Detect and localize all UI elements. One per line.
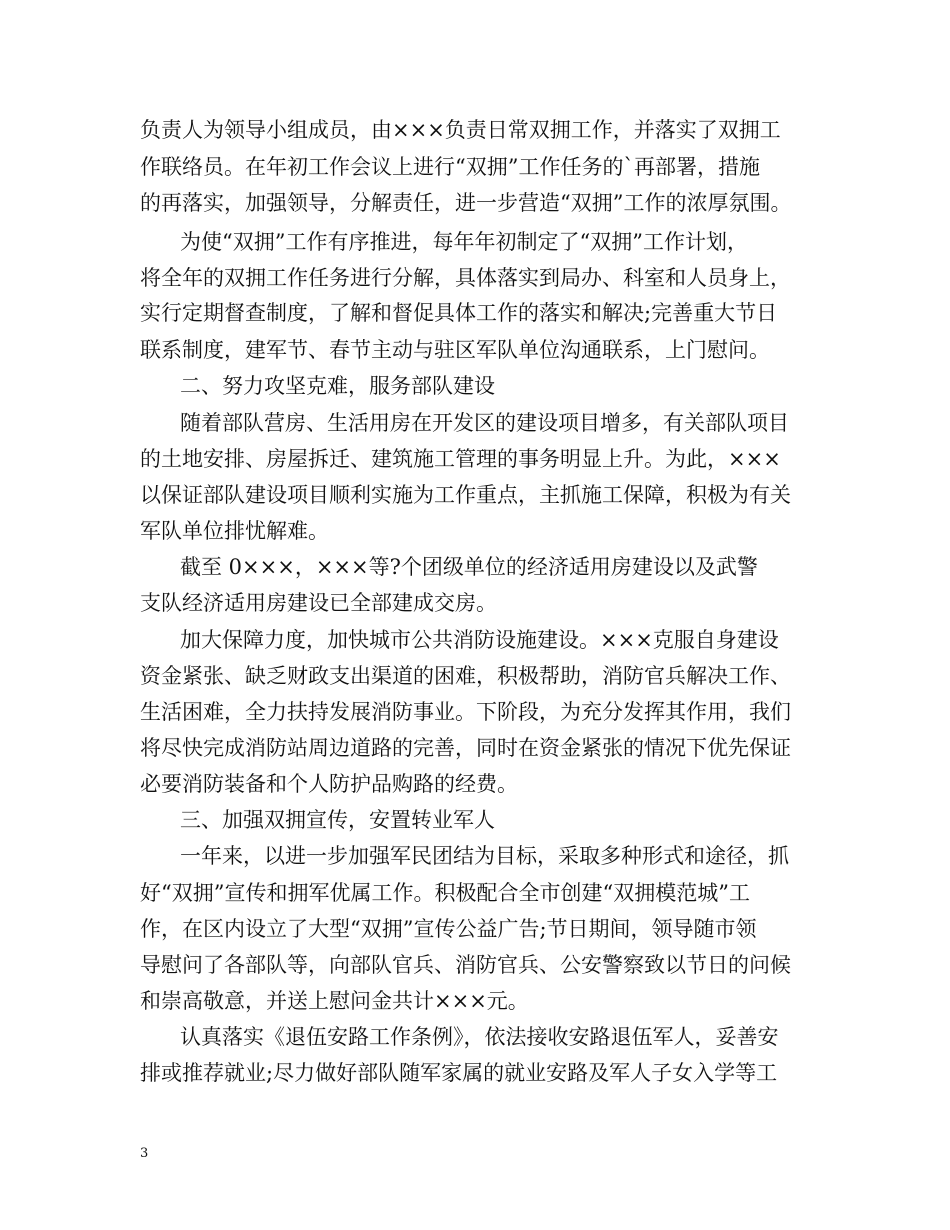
text-line: 排或推荐就业;尽力做好部队随军家属的就业安路及军人子女入学等工 [140,1061,778,1085]
paragraph-first-line: 一年来，以进一步加强军民团结为目标，采取多种形式和途径，抓 [180,844,789,868]
text-line: 负责人为领导小组成员，由×××负责日常双拥工作，并落实了双拥工 [140,118,781,142]
paragraph-first-line: 加大保障力度，加快城市公共消防设施建设。×××克服自身建设 [180,628,779,652]
paragraph-first-line: 随着部队营房、生活用房在开发区的建设项目增多，有关部队项目 [180,411,789,435]
paragraph-first-line: 为使“双拥”工作有序推进，每年年初制定了“双拥”工作计划， [180,230,748,254]
text-line: 必要消防装备和个人防护品购路的经费。 [140,772,518,796]
section-heading: 三、加强双拥宣传，安置转业军人 [180,808,495,832]
text-line: 联系制度，建军节、春节主动与驻区军队单位沟通联系，上门慰问。 [140,338,770,362]
text-line: 好“双拥”宣传和拥军优属工作。积极配合全市创建“双拥模范城”工 [140,881,750,905]
paragraph-first-line: 截至 0×××，×××等?个团级单位的经济适用房建设以及武警 [180,555,758,579]
text-line: 实行定期督查制度，了解和督促具体工作的落实和解决;完善重大节日 [140,301,778,325]
text-line: 资金紧张、缺乏财政支出渠道的困难，积极帮助，消防官兵解决工作、 [140,664,791,688]
text-line: 生活困难，全力扶持发展消防事业。下阶段，为充分发挥其作用，我们 [140,700,791,724]
text-line: 作，在区内设立了大型“双拥”宣传公益广告;节日期间，领导随市领 [140,917,757,941]
page-number: 3 [140,1146,149,1161]
text-line: 的土地安排、房屋拆迁、建筑施工管理的事务明显上升。为此，××× [140,447,781,471]
text-line: 将全年的双拥工作任务进行分解，具体落实到局办、科室和人员身上， [140,266,791,290]
paragraph-first-line: 认真落实《退伍安路工作条例》，依法接收安路退伍军人，妥善安 [180,1025,779,1049]
text-line: 将尽快完成消防站周边道路的完善，同时在资金紧张的情况下优先保证 [140,736,791,760]
text-line: 作联络员。在年初工作会议上进行“双拥”工作任务的`再部署，措施 [140,155,760,179]
text-line: 导慰问了各部队等，向部队官兵、消防官兵、公安警察致以节日的问候 [140,953,791,977]
section-heading: 二、努力攻坚克难，服务部队建设 [180,374,495,398]
text-line: 支队经济适用房建设已全部建成交房。 [140,591,497,615]
text-line: 的再落实，加强领导，分解责任，进一步营造“双拥”工作的浓厚氛围。 [140,191,792,215]
text-line: 和崇高敬意，并送上慰问金共计×××元。 [140,989,529,1013]
text-line: 军队单位排忧解难。 [140,519,329,543]
text-line: 以保证部队建设项目顺利实施为工作重点，主抓施工保障，积极为有关 [140,483,791,507]
